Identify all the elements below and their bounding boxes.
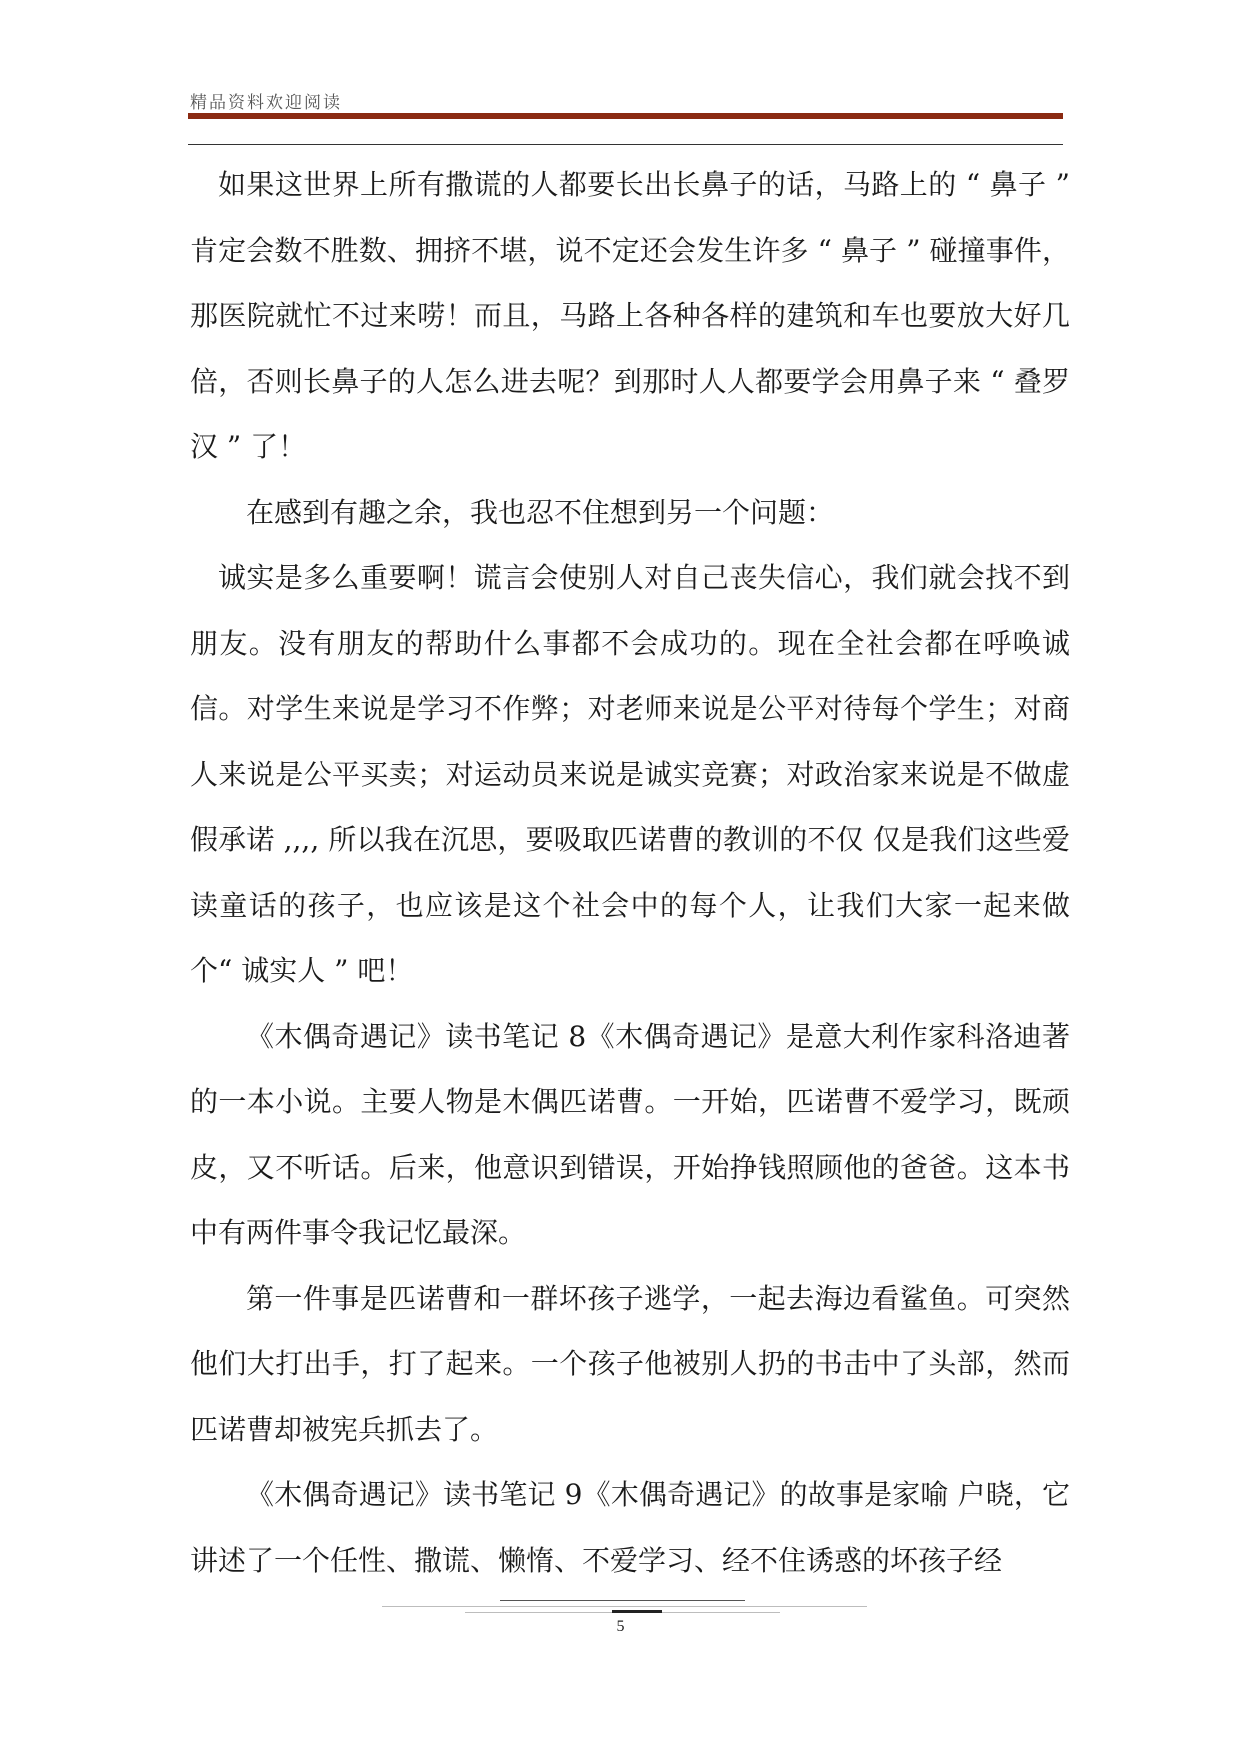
paragraph-6: 《木偶奇遇记》读书笔记 9《木偶奇遇记》的故事是家喻 户晓，它讲述了一个任性、撒谎、懒惰、不爱学习、经不住诱惑的坏孩子经: [190, 1478, 1070, 1577]
footer-rule-light: [382, 1606, 867, 1607]
paragraph-5: 第一件事是匹诺曹和一群坏孩子逃学，一起去海边看鲨鱼。可突然他们大打出手，打了起来。一个孩子他被别人扔的书击中了头部，然而匹诺曹却被宪兵抓去了。: [190, 1281, 1070, 1446]
paragraph-1: 如果这世界上所有撒谎的人都要长出长鼻子的话，马路上的 “ 鼻子 ” 肯定会数不胜数、拥挤不堪，说不定还会发生许多 “ 鼻子 ” 碰撞事件，那医院就忙不过来唠！而且，马路上各种各样的建筑和车也要放大好几倍，否则长鼻子的人怎么进去呢？到那时人人都要学会用鼻子来 “ 叠罗汉 ” 了！: [190, 168, 1070, 463]
page-header-title: 精品资料欢迎阅读: [190, 93, 342, 113]
page-number: 5: [616, 1618, 625, 1635]
document-body: [190, 152, 1070, 1593]
paragraph-2: 在感到有趣之余，我也忍不住想到另一个问题：: [246, 495, 835, 529]
header-rule-thick: [188, 113, 1063, 119]
paragraph-4: 《木偶奇遇记》读书笔记 8《木偶奇遇记》是意大利作家科洛迪著的一本小说。主要人物是木偶匹诺曹。一开始，匹诺曹不爱学习，既顽皮，又不听话。后来，他意识到错误，开始挣钱照顾他的爸爸。这本书中有两件事令我记忆最深。: [190, 1019, 1070, 1249]
footer-mark: [612, 1610, 662, 1613]
paragraph-3: 诚实是多么重要啊！谎言会使别人对自己丧失信心，我们就会找不到朋友。没有朋友的帮助什么事都不会成功的。现在全社会都在呼唤诚信。对学生来说是学习不作弊；对老师来说是公平对待每个学生；对商人来说是公平买卖；对运动员来说是诚实竞赛；对政治家来说是不做虚假承诺 ,,,, 所以我在沉思，要吸取匹诺曹的教训的不仅 仅是我们这些爱读童话的孩子，也应该是这个社会中的每个人，让我们大家一起来做个“ 诚实人 ” 吧！: [190, 561, 1070, 987]
footer-rule-dark: [500, 1600, 745, 1601]
header-rule-thin: [188, 144, 1063, 145]
